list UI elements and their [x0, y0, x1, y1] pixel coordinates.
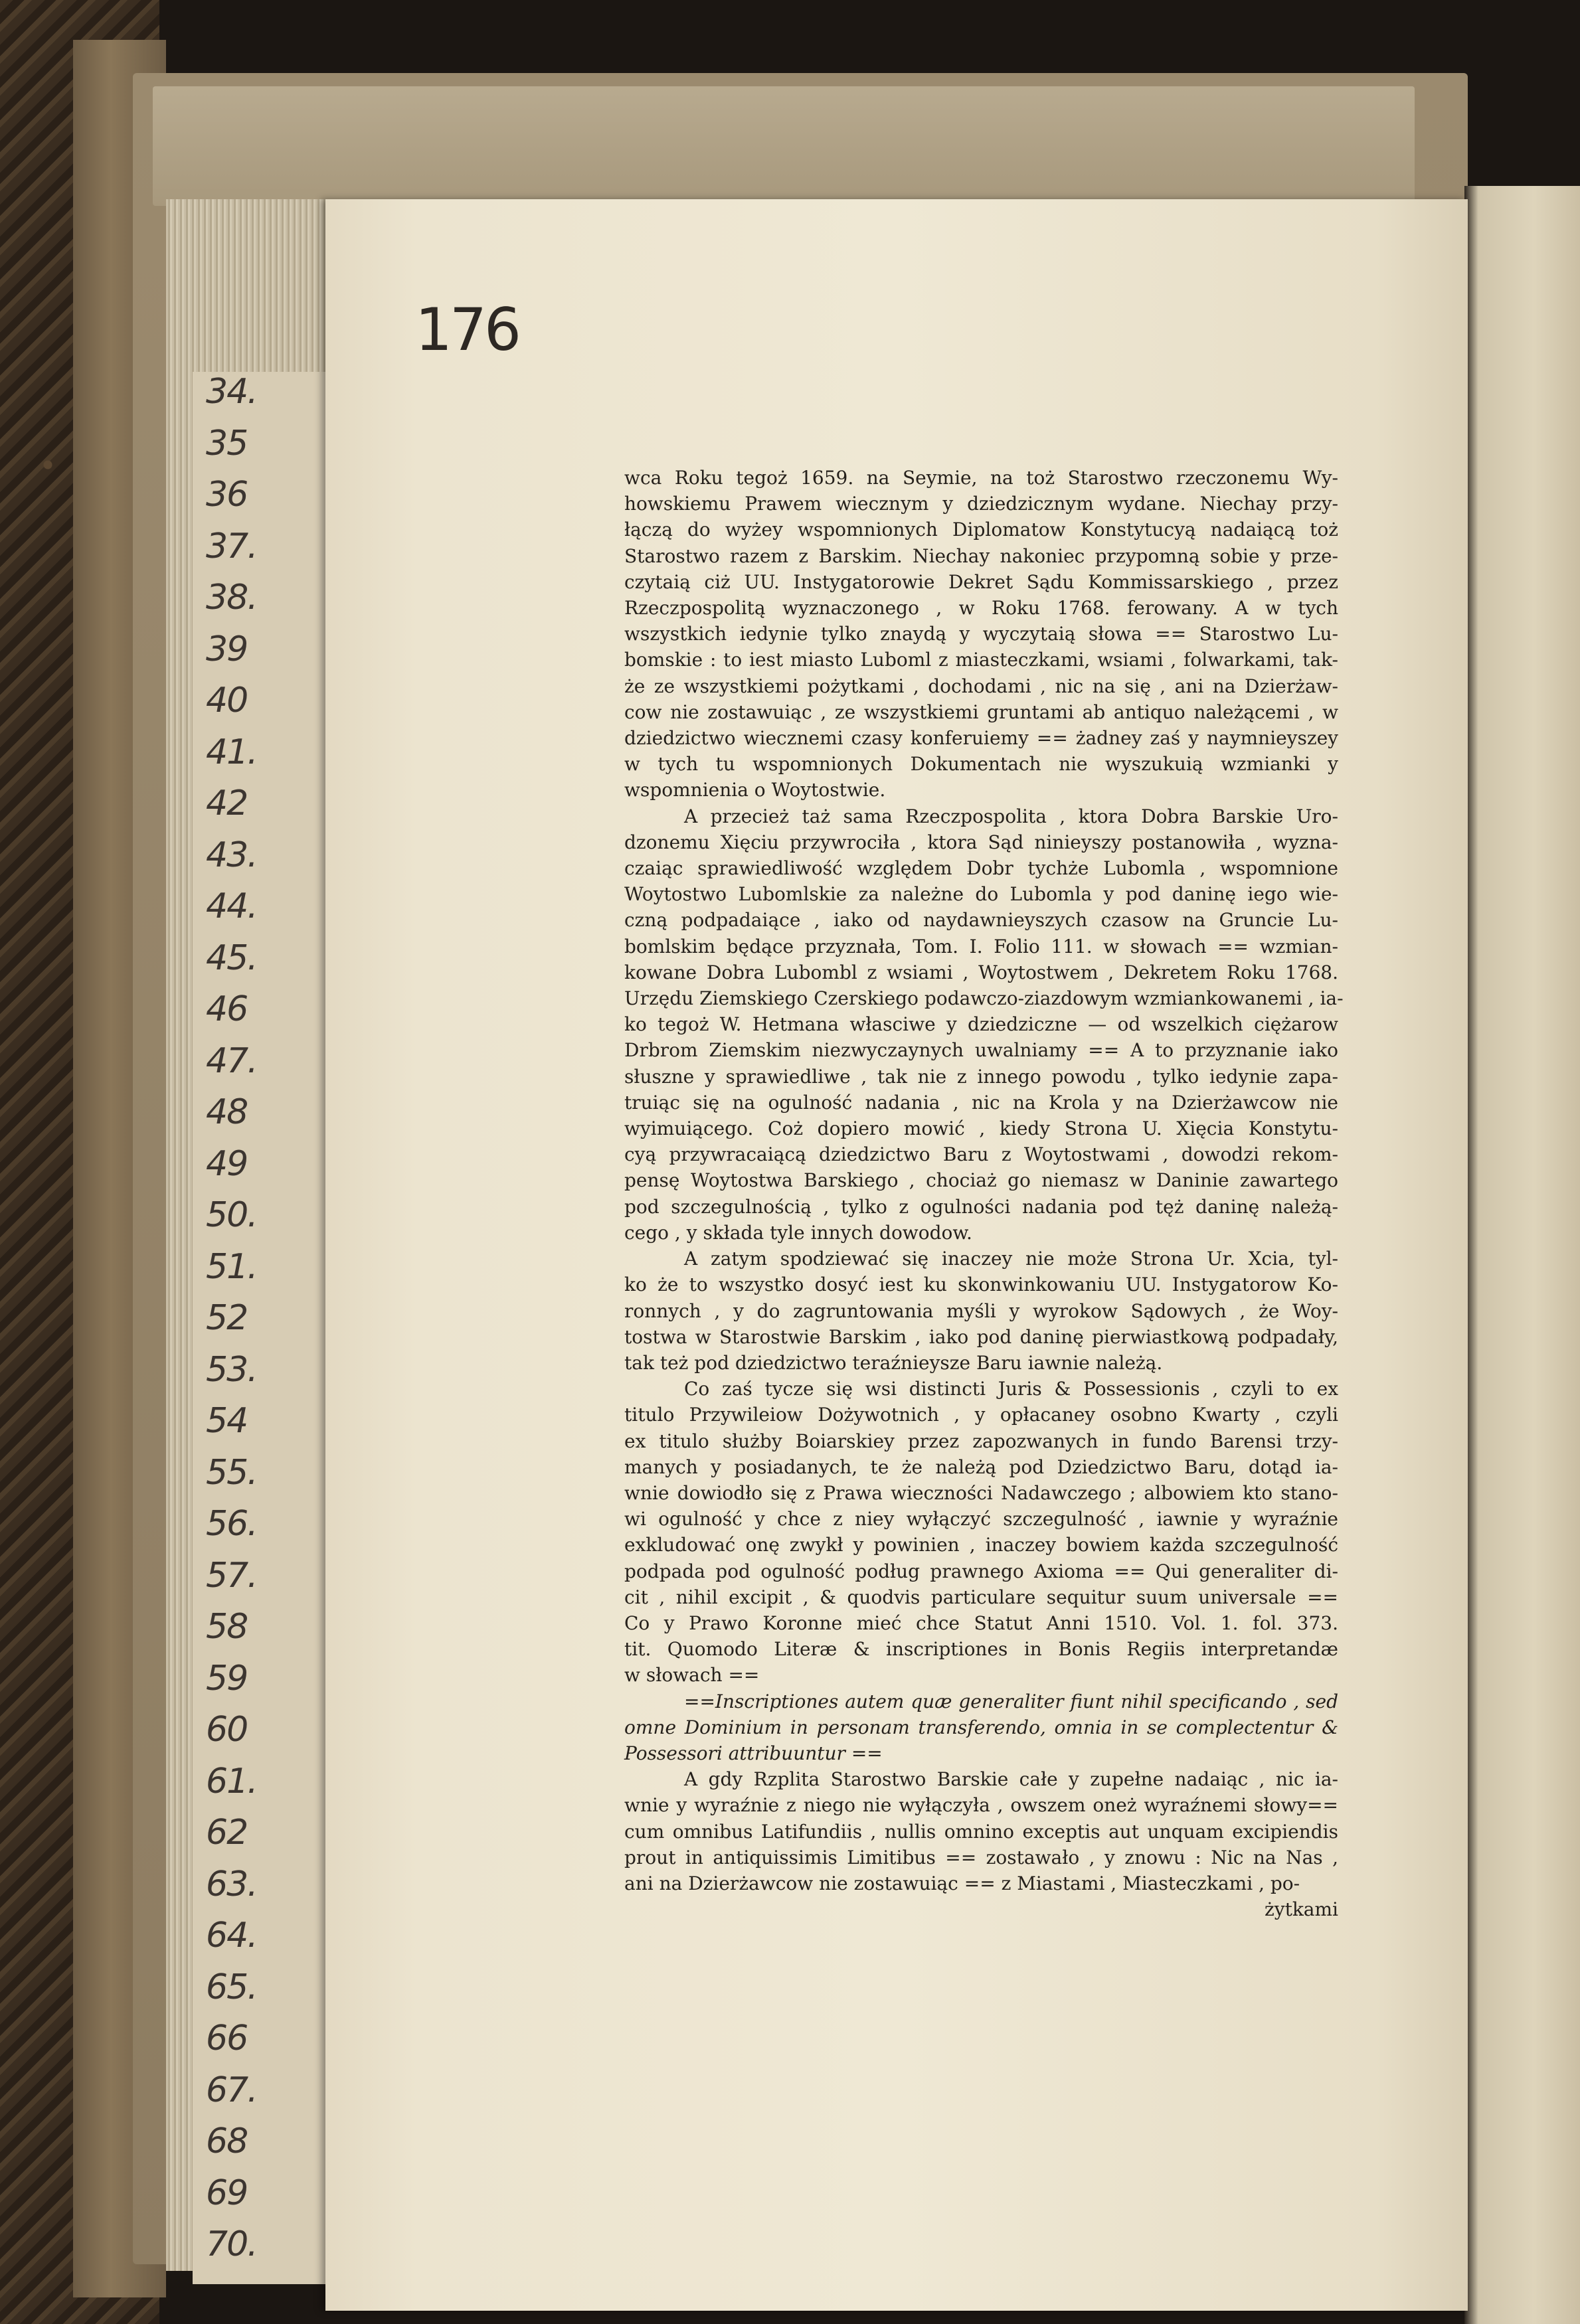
text-line: Co y Prawo Koronne mieć chce Statut Anni 1510. Vol. 1. fol. 373. — [624, 1612, 1338, 1634]
margin-index-number: 70. — [206, 2224, 257, 2264]
margin-index-number: 53. — [206, 1349, 257, 1390]
text-line: tak też pod dziedzictwo teraźnieysze Baru iawnie należą. — [624, 1351, 1163, 1374]
margin-index-number: 39 — [206, 629, 248, 669]
text-line: ko że to wszystko dosyć iest ku skonwinkowaniu UU. Instygatorow Ko- — [624, 1274, 1338, 1296]
page-body-text — [624, 465, 1344, 1922]
text-line: ronnych , y do zagruntowania myśli y wyrokow Sądowych , że Woy- — [624, 1299, 1338, 1322]
text-line: pensę Woytostwa Barskiego , chociaż go niemasz w Daninie zawartego — [624, 1169, 1338, 1192]
margin-index-number: 37. — [206, 526, 257, 566]
catchword: żytkami — [1265, 1898, 1338, 1921]
text-line: cum omnibus Latifundiis , nullis omnino exceptis aut unquam excipiendis — [624, 1820, 1338, 1843]
margin-index-number: 69 — [206, 2173, 248, 2213]
margin-index-number: 35 — [206, 423, 248, 463]
margin-index-strip — [193, 372, 325, 2284]
margin-index-number: 47. — [206, 1040, 257, 1081]
text-line: titulo Przywileiow Dożywotnich , y opłacaney osobno Kwarty , czyli — [624, 1404, 1338, 1426]
paragraph — [624, 465, 1338, 803]
text-line: wspomnienia o Woytostwie. — [624, 779, 886, 801]
text-line: czną podpadaiące , iako od naydawnieyszych czasow na Gruncie Lu- — [624, 909, 1338, 932]
margin-index-number: 57. — [206, 1555, 257, 1596]
paragraph — [624, 1376, 1338, 1688]
text-line: wi ogulność y chce z niey wyłączyć szczegulność , iawnie y wyraźnie — [624, 1508, 1338, 1531]
text-line: wszystkich iedynie tylko znaydą y wyczytaią słowa == Starostwo Lu- — [624, 623, 1338, 645]
text-line: A przecież taż sama Rzeczpospolita , ktora Dobra Barskie Uro- — [684, 805, 1338, 827]
text-line: ani na Dzierżawcow nie zostawuiąc == z Miastami , Miasteczkami , po- — [624, 1872, 1300, 1894]
text-line: wyimuiącego. Coż dopiero mowić , kiedy Strona U. Xięcia Konstytu- — [624, 1118, 1338, 1140]
margin-index-number: 50. — [206, 1195, 257, 1235]
margin-index-number: 51. — [206, 1246, 257, 1287]
text-line: A gdy Rzplita Starostwo Barskie całe y zupełne nadaiąc , nic ia- — [684, 1768, 1338, 1791]
text-line: dziedzictwo wiecznemi czasy konferuiemy == żadney zaś y naymnieyszey — [624, 727, 1338, 750]
text-line: w tych tu wspomnionych Dokumentach nie wyszukuią wzmianki y — [624, 753, 1338, 776]
text-line: tit. Quomodo Literæ & inscriptiones in Bonis Regiis interpretandæ — [624, 1638, 1338, 1661]
text-line: w słowach == — [624, 1664, 760, 1687]
text-line: kowane Dobra Lubombl z wsiami , Woytostwem , Dekretem Roku 1768. — [624, 961, 1338, 983]
margin-index-number: 63. — [206, 1864, 257, 1904]
text-line: łączą do wyżey wspomnionych Diplomatow Konstytucyą nadaiącą toż — [624, 519, 1338, 541]
margin-index-number: 34. — [206, 372, 257, 412]
margin-index-number: 38. — [206, 578, 257, 618]
text-line: Co zaś tycze się wsi distincti Juris & Possessionis , czyli to ex — [684, 1378, 1338, 1400]
text-line: wca Roku tegoż 1659. na Seymie, na toż Starostwo rzeczonemu Wy- — [624, 467, 1338, 489]
text-line: cit , nihil excipit , & quodvis particulare sequitur suum universale == — [624, 1586, 1338, 1608]
margin-index-number: 40 — [206, 681, 248, 720]
margin-index-number: 44. — [206, 886, 257, 926]
paragraph — [624, 803, 1344, 1246]
text-line: wnie dowiodło się z Prawa wieczności Nadawczego ; albowiem kto stano- — [624, 1481, 1338, 1504]
text-line: podpada pod ogulność podług prawnego Axioma == Qui generaliter di- — [624, 1560, 1338, 1582]
margin-index-number: 58 — [206, 1607, 248, 1647]
text-line: tostwa w Starostwie Barskim , iako pod daninę pierwiastkową podpadały, — [624, 1325, 1338, 1348]
margin-index-number: 62 — [206, 1813, 248, 1853]
page-number: 176 — [415, 295, 519, 364]
margin-index-number: 46 — [206, 989, 248, 1029]
margin-index-number: 54 — [206, 1401, 248, 1441]
text-line: exkludować onę zwykł y powinien , inaczey bowiem każda szczegulność — [624, 1534, 1338, 1556]
margin-index-number: 49 — [206, 1143, 248, 1184]
text-line: truiąc się na ogulność nadania , nic na Krola y na Dzierżawcow nie — [624, 1091, 1338, 1114]
text-line: słuszne y sprawiedliwe , tak nie z innego powodu , tylko iedynie zapa- — [624, 1065, 1338, 1088]
margin-index-number: 64. — [206, 1916, 257, 1955]
text-line: czytaią ciż UU. Instygatorowie Dekret Sądu Kommissarskiego , przez — [624, 570, 1338, 593]
text-line: że ze wszystkiemi pożytkami , dochodami , nic na się , ani na Dzierżaw- — [624, 675, 1338, 697]
text-line: wnie y wyraźnie z niego nie wyłączyła , owszem oneż wyraźnemi słowy== — [624, 1794, 1338, 1817]
margin-index-number: 45. — [206, 938, 257, 978]
text-line: pod szczegulnością , tylko z ogulności nadania pod tęż daninę należą- — [624, 1195, 1338, 1218]
margin-index-number: 55. — [206, 1452, 257, 1493]
text-line: Starostwo razem z Barskim. Niechay nakoniec przypomną sobie y prze- — [624, 544, 1338, 567]
margin-index-number: 68 — [206, 2121, 248, 2161]
paragraph — [624, 1766, 1338, 1896]
text-line: howskiemu Prawem wiecznym y dziedzicznym wydane. Niechay przy- — [624, 493, 1338, 515]
margin-index-number: 65. — [206, 1967, 257, 2007]
paragraph — [624, 1246, 1338, 1376]
text-line: Possessori attribuuntur == — [624, 1742, 883, 1764]
text-line: ex titulo służby Boiarskiey przez zapozwanych in fundo Barensi trzy- — [624, 1430, 1338, 1452]
text-line: Rzeczpospolitą wyznaczonego , w Roku 1768. ferowany. A w tych — [624, 597, 1338, 620]
margin-index-number: 42 — [206, 784, 248, 823]
margin-index-number: 56. — [206, 1504, 257, 1544]
text-line: dzonemu Xięciu przywrociła , ktora Sąd ninieyszy postanowiła , wyzna- — [624, 831, 1338, 853]
text-line: Urzędu Ziemskiego Czerskiego podawczo-ziazdowym wzmiankowanemi , ia- — [624, 987, 1344, 1010]
text-line: ko tegoż W. Hetmana własciwe y dziedziczne — od wszelkich ciężarow — [624, 1013, 1338, 1036]
margin-index-number: 41. — [206, 732, 257, 772]
text-line: czaiąc sprawiedliwość względem Dobr tychże Lubomla , wspomnione — [624, 857, 1338, 880]
margin-index-number: 59 — [206, 1658, 248, 1699]
facing-page — [1464, 186, 1580, 2324]
margin-index-number: 66 — [206, 2019, 248, 2058]
text-line: cyą przywracaiącą dziedzictwo Baru z Woytostwami , dowodzi rekom- — [624, 1143, 1338, 1166]
margin-index-number: 52 — [206, 1298, 248, 1338]
text-line: ==Inscriptiones autem quæ generaliter fiunt nihil specificando , sed — [684, 1690, 1338, 1712]
text-line: bomlskim będące przyznała, Tom. I. Folio 111. w słowach == wzmian- — [624, 935, 1338, 957]
text-line: Drbrom Ziemskim niezwyczaynych uwalniamy == A to przyznanie iako — [624, 1039, 1338, 1062]
text-line: Woytostwo Lubomlskie za należne do Lubomla y pod daninę iego wie- — [624, 883, 1338, 906]
margin-index-number: 61. — [206, 1761, 257, 1801]
page-stack-top — [153, 86, 1415, 206]
text-line: A zatym spodziewać się inaczey nie może Strona Ur. Xcia, tyl- — [684, 1248, 1338, 1270]
text-line: cow nie zostawuiąc , ze wszystkiemi gruntami ab antiquo należącemi , w — [624, 701, 1338, 723]
margin-index-number: 67. — [206, 2070, 257, 2110]
text-line: bomskie : to iest miasto Luboml z miasteczkami, wsiami , folwarkami, tak- — [624, 649, 1338, 671]
text-line: cego , y składa tyle innych dowodow. — [624, 1221, 972, 1244]
margin-index-number: 43. — [206, 835, 257, 875]
latin-quotation — [624, 1689, 1338, 1767]
text-line: manych y posiadanych, te że należą pod Dziedzictwo Baru, dotąd ia- — [624, 1455, 1338, 1478]
text-line: prout in antiquissimis Limitibus == zostawało , y znowu : Nic na Nas , — [624, 1846, 1338, 1868]
margin-index-number: 48 — [206, 1092, 248, 1132]
text-line: omne Dominium in personam transferendo, omnia in se complectentur & — [624, 1716, 1338, 1738]
margin-index-number: 36 — [206, 475, 248, 515]
margin-index-number: 60 — [206, 1710, 248, 1750]
